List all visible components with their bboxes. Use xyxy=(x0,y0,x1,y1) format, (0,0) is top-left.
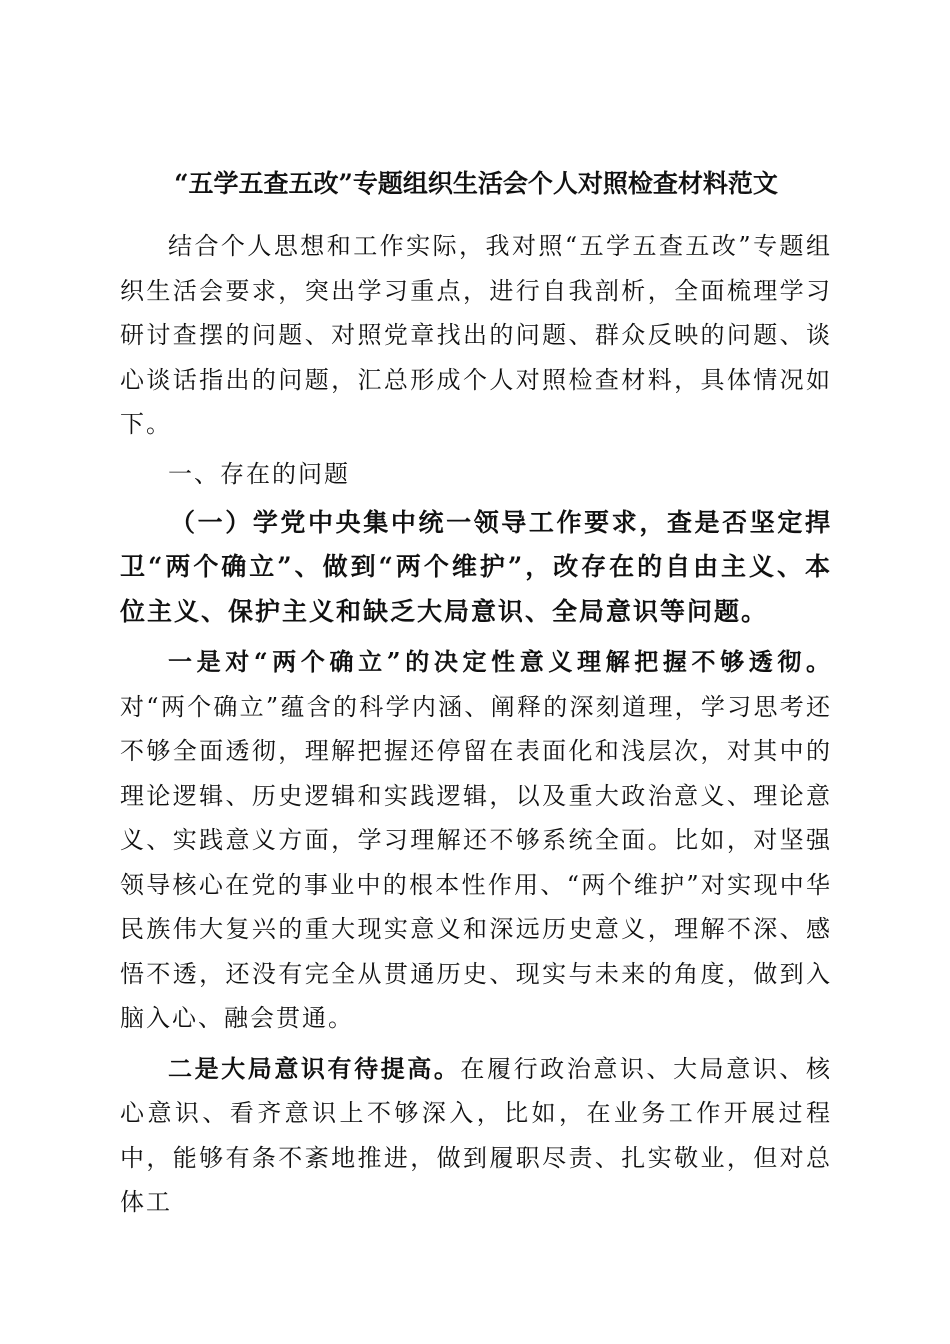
point-1-body: 对“两个确立”蕴含的科学内涵、阐释的深刻道理，学习思考还不够全面透彻，理解把握还停留在表面化和浅层次，对其中的理论逻辑、历史逻辑和实践逻辑，以及重大政治意义、理论意义、实践意义方面，学习理解还不够系统全面。比如，对坚强领导核心在党的事业中的根本性作用、“两个维护”对实现中华民族伟大复兴的重大现实意义和深远历史意义，理解不深、感悟不透，还没有完全从贯通历史、现实与未来的角度，做到入脑入心、融会贯通。 xyxy=(120,692,832,1032)
point-2-paragraph xyxy=(120,1047,832,1225)
point-2-body: 在履行政治意识、大局意识、核心意识、看齐意识上不够深入，比如，在业务工作开展过程中，能够有条不紊地推进，做到履职尽责、扎实敬业，但对总体工 xyxy=(120,1054,833,1216)
intro-paragraph: 结合个人思想和工作实际，我对照“五学五查五改”专题组织生活会要求，突出学习重点，进行自我剖析，全面梳理学习研讨查摆的问题、对照党章找出的问题、群众反映的问题、谈心谈话指出的问题，汇总形成个人对照检查材料，具体情况如下。 xyxy=(120,232,832,438)
point-1-paragraph xyxy=(120,640,832,1041)
document-title: “五学五查五改”专题组织生活会个人对照检查材料范文 xyxy=(174,169,778,198)
subsection-heading-1: （一）学党中央集中统一领导工作要求，查是否坚定捍卫“两个确立”、做到“两个维护”，改存在的自由主义、本位主义、保护主义和缺乏大局意识、全局意识等问题。 xyxy=(120,507,832,626)
document-page xyxy=(120,150,832,1225)
point-1-lead: 一是对“两个确立”的决定性意义理解把握不够透彻。 xyxy=(168,647,832,676)
section-heading-problems: 一、存在的问题 xyxy=(168,459,350,488)
point-2-lead: 二是大局意识有待提高。 xyxy=(168,1053,461,1083)
